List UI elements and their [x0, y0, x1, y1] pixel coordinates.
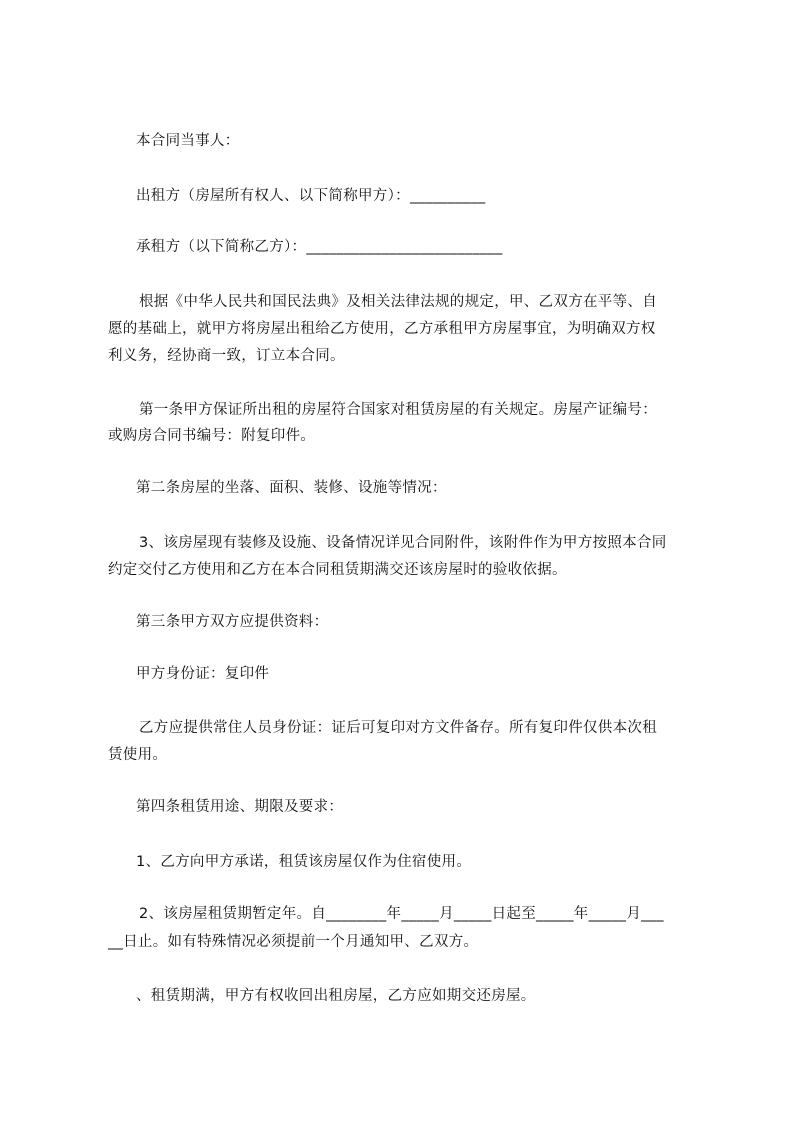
- parties-heading: 本合同当事人：: [136, 133, 240, 149]
- preamble-line-3: 利义务，经协商一致，订立本合同。: [108, 348, 345, 364]
- party-a-id-line: 甲方身份证：复印件: [136, 666, 270, 682]
- article-4-item-1: 1、乙方向甲方承诺，租赁该房屋仅作为住宿使用。: [136, 854, 472, 870]
- lessor-line: 出租方（房屋所有权人、以下简称甲方）：__________: [136, 188, 486, 204]
- article-4-item-2-line-1: 2、该房屋租赁期暂定年。自________年_____月_____日起至_____年_____月___: [139, 906, 664, 922]
- article-1-line-1: 第一条甲方保证所出租的房屋符合国家对租赁房屋的有关规定。房屋产证编号：: [139, 402, 657, 418]
- article-4-item-3: 、租赁期满，甲方有权收回出租房屋，乙方应如期交还房屋。: [136, 988, 536, 1004]
- lessee-line: 承租方（以下简称乙方）：__________________________: [136, 239, 503, 255]
- party-b-id-line-2: 赁使用。: [108, 747, 168, 763]
- article-2-heading: 第二条房屋的坐落、面积、装修、设施等情况：: [136, 480, 447, 496]
- article-2-item-3-line-2: 约定交付乙方使用和乙方在本合同租赁期满交还该房屋时的验收依据。: [108, 562, 567, 578]
- article-1-line-2: 或购房合同书编号：附复印件。: [108, 428, 316, 444]
- preamble-line-1: 根据《中华人民共和国民法典》及相关法律法规的规定，甲、乙双方在平等、自: [139, 294, 657, 310]
- article-3-heading: 第三条甲方双方应提供资料：: [136, 614, 329, 630]
- party-b-id-line-1: 乙方应提供常住人员身份证：证后可复印对方文件备存。所有复印件仅供本次租: [139, 720, 657, 736]
- article-2-item-3-line-1: 3、该房屋现有装修及设施、设备情况详见合同附件，该附件作为甲方按照本合同: [139, 535, 667, 551]
- preamble-line-2: 愿的基础上，就甲方将房屋出租给乙方使用，乙方承租甲方房屋事宜，为明确双方权: [108, 321, 656, 337]
- article-4-item-2-line-2: __日止。如有特殊情况必须提前一个月通知甲、乙双方。: [108, 934, 479, 950]
- article-4-heading: 第四条租赁用途、期限及要求：: [136, 799, 344, 815]
